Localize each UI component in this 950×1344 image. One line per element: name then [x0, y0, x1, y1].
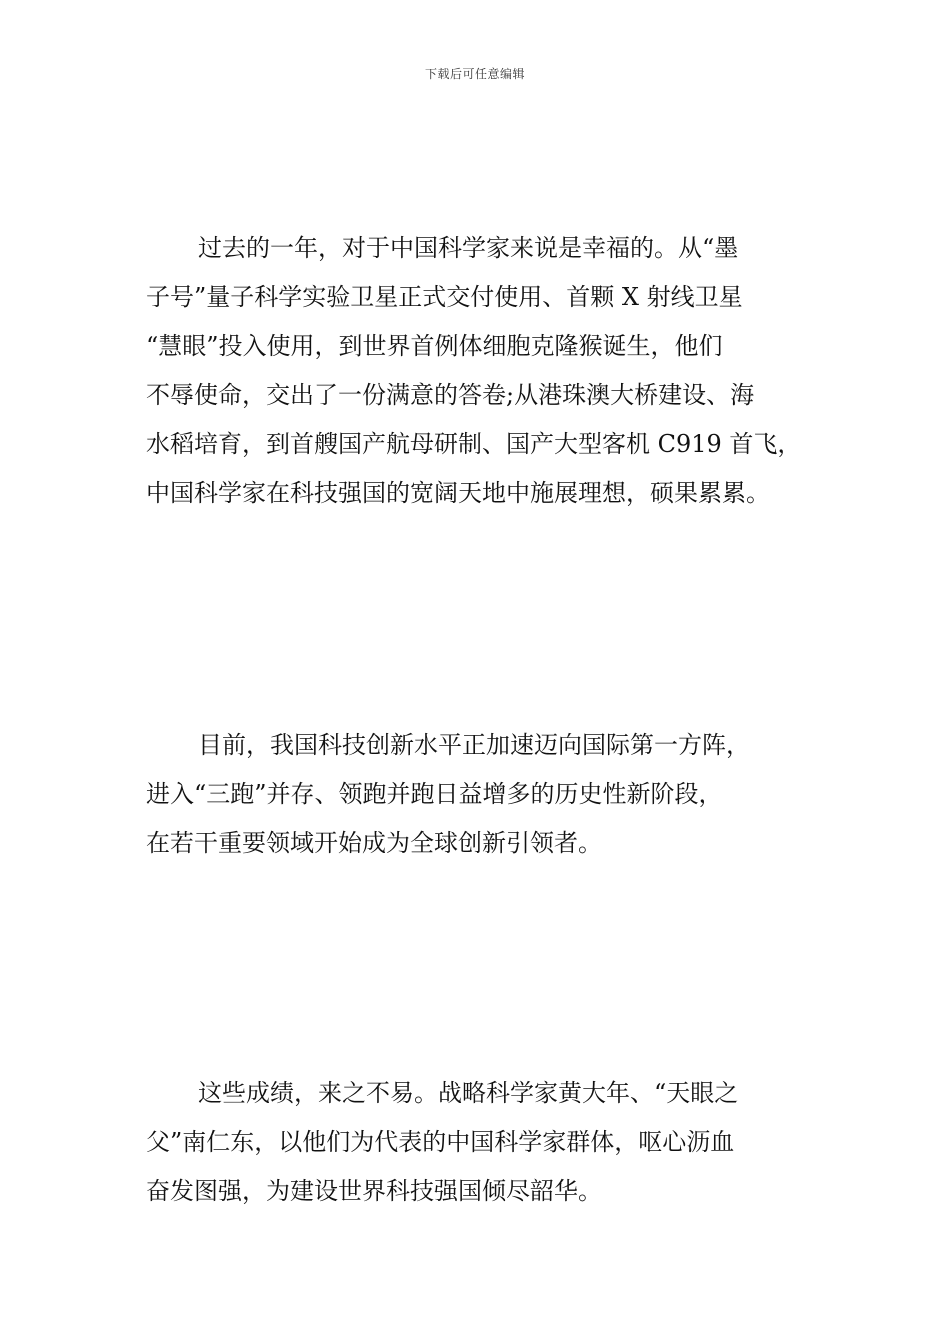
paragraph-3-line-3: 奋发图强，为建设世界科技强国倾尽韶华。: [146, 1177, 602, 1205]
paragraph-1-line-4: 不辱使命，交出了一份满意的答卷;从港珠澳大桥建设、海: [146, 381, 755, 409]
header-note: 下载后可任意编辑: [424, 67, 525, 81]
paragraph-1-line-6: 中国科学家在科技强国的宽阔天地中施展理想，硕果累累。: [146, 479, 770, 507]
paragraph-1-line-3: “慧眼”投入使用，到世界首例体细胞克隆猴诞生，他们: [146, 332, 723, 360]
paragraph-1-line-5: 水稻培育，到首艘国产航母研制、国产大型客机 C919 首飞，: [146, 430, 802, 458]
paragraph-1: [146, 224, 801, 518]
paragraph-2-line-3: 在若干重要领域开始成为全球创新引领者。: [146, 829, 602, 857]
paragraph-1-line-2: 子号”量子科学实验卫星正式交付使用、首颗 X 射线卫星: [146, 283, 743, 311]
paragraph-3-line-1: 这些成绩，来之不易。战略科学家黄大年、“天眼之: [198, 1079, 739, 1107]
paragraph-3: [146, 1069, 738, 1216]
paragraph-3-line-2: 父”南仁东，以他们为代表的中国科学家群体，呕心沥血: [146, 1128, 735, 1156]
paragraph-2-line-1: 目前，我国科技创新水平正加速迈向国际第一方阵，: [198, 731, 750, 759]
paragraph-2-line-2: 进入“三跑”并存、领跑并跑日益增多的历史性新阶段，: [146, 780, 723, 808]
paragraph-2: [146, 721, 750, 868]
paragraph-1-line-1: 过去的一年，对于中国科学家来说是幸福的。从“墨: [198, 234, 739, 262]
